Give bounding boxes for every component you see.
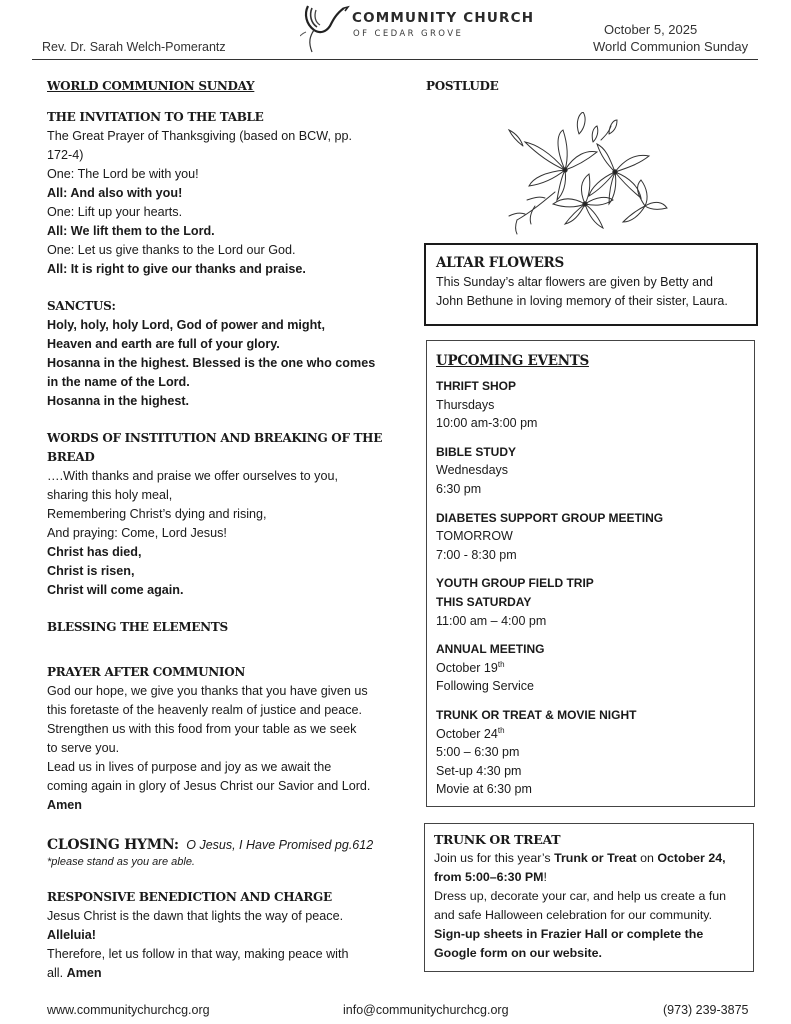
invitation-section [47,108,397,279]
event-date [436,725,745,744]
stand-note: *please stand as you are able. [47,856,195,868]
event-title: ANNUAL MEETING [436,642,545,657]
lily-petal [615,155,649,172]
blessing-heading: BLESSING THE ELEMENTS [47,620,228,634]
institution-line: sharing this holy meal, [47,488,173,502]
event-item [436,377,745,433]
invitation-response: All: And also with you! [47,186,183,200]
event-detail: 7:00 - 8:30 pm [436,547,517,562]
upcoming-events-heading: UPCOMING EVENTS [436,353,589,369]
sanctus-line: in the name of the Lord. [47,375,190,389]
trunk-or-treat-box [424,823,754,972]
event-detail: Set-up 4:30 pm [436,763,522,778]
liturgy-column [47,77,397,983]
event-item [436,443,745,499]
lily-petal [638,180,648,206]
closing-hymn-label: CLOSING HYMN: [47,837,179,853]
benediction-heading: RESPONSIVE BENEDICTION AND CHARGE [47,890,332,904]
sanctus-line: Heaven and earth are full of your glory. [47,337,280,351]
lily-bud [592,126,598,142]
invitation-line: One: The Lord be with you! [47,167,199,181]
header-divider [32,59,758,60]
event-title: BIBLE STUDY [436,444,517,459]
prayer-after-section [47,663,397,815]
prayer-line: coming again in glory of Jesus Christ our Savior and Lord. [47,779,371,793]
lily-bud [509,130,523,146]
closing-hymn-title: O Jesus, I Have Promised pg.612 [186,838,374,852]
sanctus-line: Holy, holy, holy Lord, God of power and might, [47,318,325,332]
trunk-or-treat-line [434,849,744,868]
lily-petal [623,206,645,222]
altar-flowers-box [424,243,758,326]
lily-bouquet-illustration [505,112,670,237]
event-detail: 5:00 – 6:30 pm [436,745,520,760]
event-title: YOUTH GROUP FIELD TRIP [436,576,594,591]
trunk-or-treat-heading: TRUNK OR TREAT [434,832,561,847]
event-item [436,706,745,799]
text-run: on [636,851,658,865]
event-item [436,509,745,565]
text-run: ! [543,870,547,884]
event-detail: 10:00 am-3:00 pm [436,416,538,431]
lily-center [583,202,587,206]
event-date-day: October 24 [436,726,498,741]
event-detail: 11:00 am – 4:00 pm [436,613,547,628]
event-name-emphasis: Trunk or Treat [554,851,637,865]
event-date-emphasis: October 24, [657,851,726,865]
service-occasion: World Communion Sunday [593,39,749,54]
event-title: THRIFT SHOP [436,379,516,393]
lily-petal [529,170,565,186]
institution-line: Remembering Christ’s dying and rising, [47,507,267,521]
event-date [436,659,745,678]
altar-flowers-text: John Bethune in loving memory of their sister, Laura. [436,294,728,308]
event-time-emphasis: from 5:00–6:30 PM [434,870,544,884]
lily-petal [553,199,585,207]
prayer-line: God our hope, we give you thanks that you have given us [47,684,368,698]
invitation-heading: THE INVITATION TO THE TABLE [47,110,264,124]
lily-petal [525,142,565,170]
benediction-line: Therefore, let us follow in that way, making peace with [47,947,349,961]
event-title: TRUNK OR TREAT & MOVIE NIGHT [436,707,637,722]
event-date-day: October 19 [436,660,498,675]
institution-heading: WORDS OF INSTITUTION AND BREAKING OF THE [47,431,383,445]
lily-stem [509,213,525,216]
lily-petal [645,202,667,209]
liturgy-title: WORLD COMMUNION SUNDAY [47,79,255,93]
prayer-amen: Amen [47,798,82,812]
signup-instructions: Google form on our website. [434,946,602,960]
institution-response: Christ will come again. [47,583,184,597]
church-logo [300,2,535,54]
prayer-line: to serve you. [47,741,120,755]
logo-title: COMMUNITY CHURCH [352,10,535,26]
lily-petal [615,172,641,198]
lily-petal [585,204,603,228]
lily-center [563,168,567,172]
benediction-amen: Amen [66,966,102,980]
lily-center [613,170,617,174]
footer-website-link[interactable]: www.communitychurchcg.org [47,1003,210,1017]
benediction-line-end: all. [47,966,64,980]
signup-instructions: Sign-up sheets in Frazier Hall or complete the [434,927,704,941]
institution-response: Christ has died, [47,545,142,559]
prayer-after-heading: PRAYER AFTER COMMUNION [47,665,246,679]
invitation-line: One: Lift up your hearts. [47,205,183,219]
sanctus-section [47,297,397,411]
event-subtitle: THIS SATURDAY [436,594,532,609]
event-detail: Movie at 6:30 pm [436,782,532,797]
footer-phone: (973) 239-3875 [663,1003,749,1017]
lily-stem [517,192,555,220]
event-detail: TOMORROW [436,529,513,544]
institution-line: And praying: Come, Lord Jesus! [47,526,227,540]
invitation-response: All: We lift them to the Lord. [47,224,215,238]
text-run: Join us for this year’s [434,851,555,865]
dove-logo-icon [300,2,350,54]
event-title: DIABETES SUPPORT GROUP MEETING [436,510,664,525]
prayer-line: this foretaste of the heavenly realm of justice and peace. [47,703,363,717]
event-item [436,640,745,696]
event-item [436,574,745,630]
logo-subtitle: OF CEDAR GROVE [353,29,464,39]
trunk-or-treat-line [434,868,744,887]
lily-stem [516,220,518,234]
lily-petal [582,174,590,204]
altar-flowers-heading: ALTAR FLOWERS [436,255,564,271]
pastor-name: Rev. Dr. Sarah Welch-Pomerantz [42,40,226,54]
trunk-or-treat-line: and safe Halloween celebration for our community. [434,908,713,922]
event-detail: 6:30 pm [436,481,482,496]
postlude-heading: POSTLUDE [426,79,499,93]
benediction-response: Alleluia! [47,928,96,942]
event-date-suffix: th [497,725,505,735]
trunk-or-treat-line: Dress up, decorate your car, and help us create a fun [434,889,727,903]
sanctus-line: Hosanna in the highest. Blessed is the one who comes [47,356,376,370]
sanctus-line: Hosanna in the highest. [47,394,190,408]
upcoming-events-box [426,340,755,807]
lily-petal [565,152,597,170]
institution-line: ….With thanks and praise we offer ourselves to you, [47,469,338,483]
invitation-line: 172-4) [47,148,84,162]
service-date: October 5, 2025 [604,22,698,37]
event-detail: Thursdays [436,397,495,412]
benediction-section [47,888,397,983]
benediction-line [47,964,397,983]
altar-flowers-text: This Sunday’s altar flowers are given by Betty and [436,275,713,289]
lily-petal [597,144,615,172]
event-detail: Following Service [436,679,534,694]
benediction-line: Jesus Christ is the dawn that lights the way of peace. [47,909,344,923]
lily-stem [527,197,545,200]
prayer-line: Lead us in lives of purpose and joy as we await the [47,760,332,774]
lily-bud [577,112,585,134]
institution-section [47,429,397,600]
prayer-line: Strengthen us with this food from your table as we seek [47,722,357,736]
footer-email-link[interactable]: info@communitychurchcg.org [343,1003,509,1017]
event-date-suffix: th [497,659,505,669]
institution-heading-cont: BREAD [47,450,95,464]
invitation-line: The Great Prayer of Thanksgiving (based on BCW, pp. [47,129,352,143]
event-detail: Wednesdays [436,463,509,478]
institution-response: Christ is risen, [47,564,135,578]
closing-hymn-section [47,835,397,870]
invitation-response: All: It is right to give our thanks and praise. [47,262,306,276]
sanctus-heading: SANCTUS: [47,299,116,313]
invitation-line: One: Let us give thanks to the Lord our God. [47,243,296,257]
